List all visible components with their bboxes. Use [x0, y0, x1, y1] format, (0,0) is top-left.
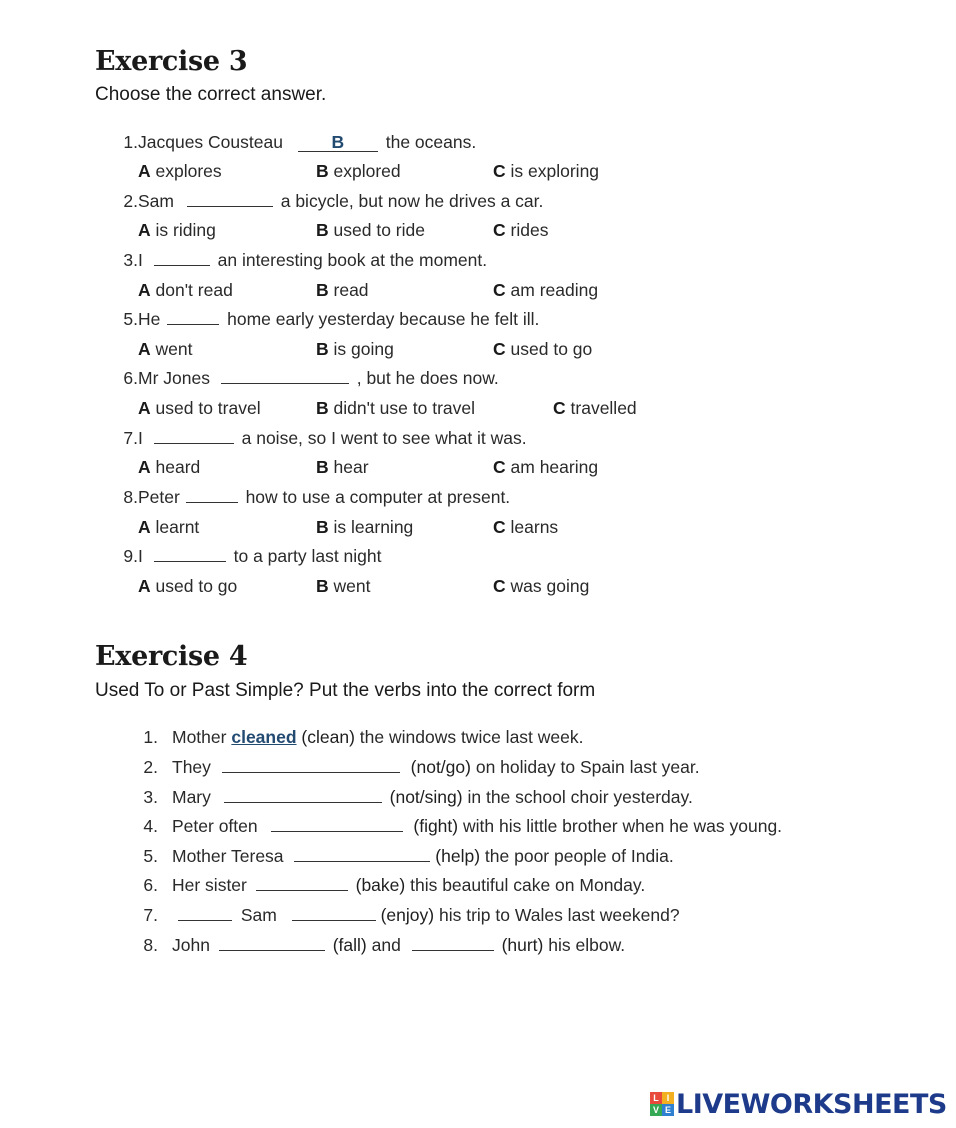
exercise-4-item: 5. Mother Teresa (help) the poor people of India. — [143, 846, 674, 866]
option-b[interactable]: B hear — [316, 457, 369, 477]
answer-blank[interactable]: B — [298, 133, 378, 152]
option-a[interactable]: A went — [138, 339, 193, 359]
answer-filled[interactable]: cleaned — [231, 727, 297, 747]
question-row: 2. Sam a bicycle, but now he drives a car. — [123, 191, 544, 211]
answer-blank[interactable] — [186, 488, 238, 503]
answer-blank[interactable] — [221, 369, 349, 384]
option-b[interactable]: B is going — [316, 339, 394, 359]
answer-blank[interactable] — [154, 251, 210, 266]
option-a[interactable]: A used to go — [138, 576, 238, 596]
option-b[interactable]: B used to ride — [316, 220, 425, 240]
option-a[interactable]: A heard — [138, 457, 201, 477]
answer-blank[interactable] — [412, 936, 494, 951]
exercise-4-item: 6. Her sister (bake) this beautiful cake on Monday. — [143, 875, 646, 895]
answer-blank[interactable] — [178, 906, 232, 921]
answer-blank[interactable] — [154, 429, 234, 444]
question-row: 8. Peter how to use a computer at present. — [123, 487, 511, 507]
option-a[interactable]: A used to travel — [138, 398, 261, 418]
answer-blank[interactable] — [187, 192, 273, 207]
exercise-4-item: 2. They (not/go) on holiday to Spain last year. — [143, 757, 700, 777]
option-b[interactable]: B went — [316, 576, 371, 596]
answer-blank[interactable] — [292, 906, 376, 921]
answer-blank[interactable] — [222, 758, 400, 773]
logo-mark-icon: L I V E — [650, 1092, 674, 1116]
option-b[interactable]: B read — [316, 280, 369, 300]
question-row: 3. I an interesting book at the moment. — [123, 250, 488, 270]
exercise-3-title: Exercise 3 — [95, 46, 248, 77]
exercise-4-item: 3. Mary (not/sing) in the school choir yesterday. — [143, 787, 693, 807]
exercise-4-item: 1. Mother cleaned (clean) the windows twice last week. — [143, 727, 584, 747]
option-c[interactable]: C am hearing — [493, 457, 599, 477]
exercise-4-item: 7. Sam (enjoy) his trip to Wales last weekend? — [143, 905, 680, 925]
option-c[interactable]: C is exploring — [493, 161, 600, 181]
option-b[interactable]: B explored — [316, 161, 401, 181]
answer-blank[interactable] — [219, 936, 325, 951]
option-a[interactable]: A learnt — [138, 517, 200, 537]
exercise-4-item: 4. Peter often (fight) with his little brother when he was young. — [143, 816, 783, 836]
answer-blank[interactable] — [154, 547, 226, 562]
answer-blank[interactable] — [294, 847, 430, 862]
answer-blank[interactable] — [224, 788, 382, 803]
answer-blank[interactable] — [271, 817, 403, 832]
option-a[interactable]: A is riding — [138, 220, 216, 240]
answer-blank[interactable] — [256, 876, 348, 891]
logo-text: LIVEWORKSHEETS — [676, 1088, 947, 1120]
question-row: 1. Jacques Cousteau B the oceans. — [123, 132, 477, 152]
option-c[interactable]: C am reading — [493, 280, 599, 300]
liveworksheets-logo[interactable] — [650, 1088, 947, 1120]
exercise-3-instruction: Choose the correct answer. — [95, 84, 327, 105]
option-b[interactable]: B is learning — [316, 517, 414, 537]
option-a[interactable]: A don't read — [138, 280, 233, 300]
option-c[interactable]: C rides — [493, 220, 549, 240]
exercise-4-title: Exercise 4 — [95, 641, 248, 672]
option-c[interactable]: C learns — [493, 517, 559, 537]
exercise-4-instruction: Used To or Past Simple? Put the verbs into the correct form — [95, 680, 596, 701]
option-c[interactable]: C used to go — [493, 339, 593, 359]
option-a[interactable]: A explores — [138, 161, 222, 181]
option-c[interactable]: C was going — [493, 576, 590, 596]
option-b[interactable]: B didn't use to travel — [316, 398, 475, 418]
option-c[interactable]: C travelled — [553, 398, 637, 418]
exercise-4-item: 8. John (fall) and (hurt) his elbow. — [143, 935, 626, 955]
question-row: 7. I a noise, so I went to see what it was. — [123, 428, 527, 448]
question-row: 6. Mr Jones , but he does now. — [123, 368, 499, 388]
question-row: 9. I to a party last night — [123, 546, 382, 566]
question-row: 5. He home early yesterday because he felt ill. — [123, 309, 540, 329]
answer-blank[interactable] — [167, 310, 219, 325]
